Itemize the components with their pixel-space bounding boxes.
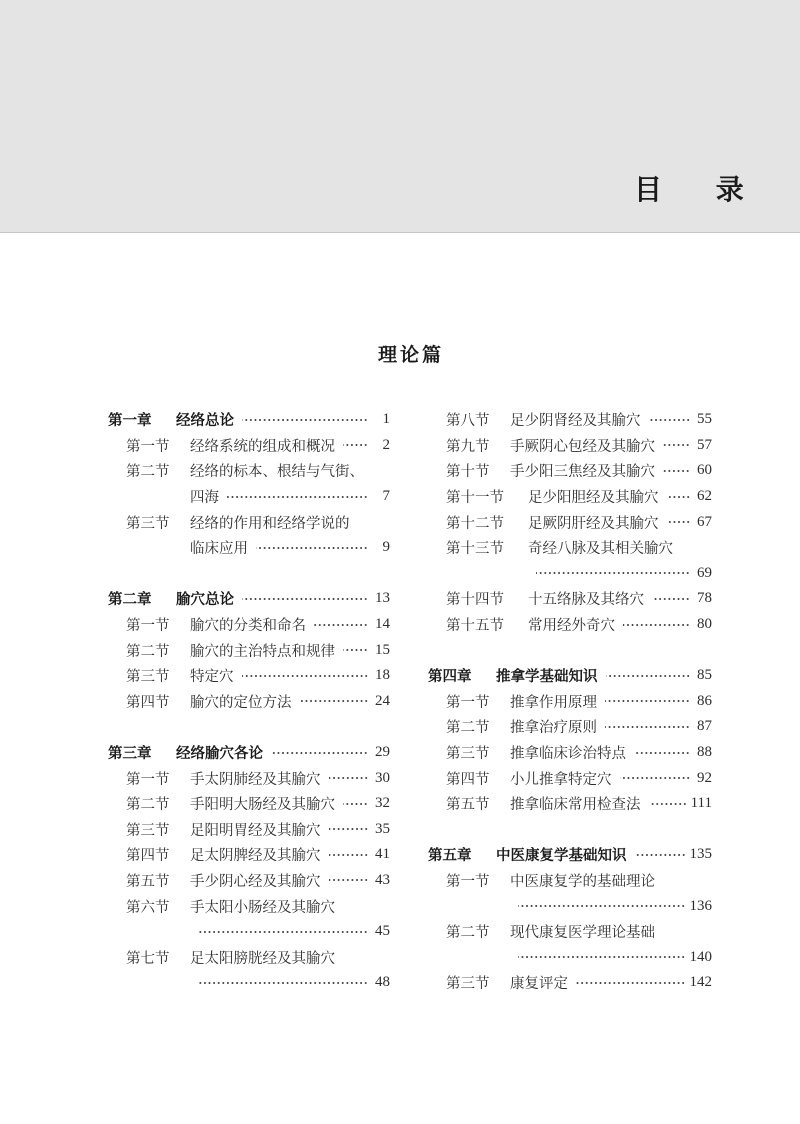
entry-label: 第二节 bbox=[446, 720, 490, 737]
toc-section-entry[interactable] bbox=[108, 765, 390, 791]
entry-label: 第七节 bbox=[126, 950, 170, 967]
dot-leader bbox=[242, 672, 369, 680]
toc-section-entry[interactable] bbox=[428, 765, 712, 791]
page-number: 14 bbox=[375, 616, 390, 633]
toc-chapter-entry[interactable] bbox=[108, 586, 390, 612]
toc-section-entry[interactable] bbox=[428, 458, 712, 484]
entry-label: 第三节 bbox=[446, 746, 490, 763]
entry-label: 第十二节 bbox=[446, 515, 504, 532]
entry-label: 第二节 bbox=[126, 797, 170, 814]
entry-title: 手阳明大肠经及其腧穴 bbox=[190, 797, 335, 814]
entry-title: 腧穴的分类和命名 bbox=[190, 618, 306, 635]
entry-title: 手少阴心经及其腧穴 bbox=[190, 873, 321, 890]
toc-section-entry[interactable] bbox=[428, 484, 712, 510]
page-number: 18 bbox=[375, 667, 390, 684]
entry-label: 第四章 bbox=[428, 669, 472, 686]
entry-title: 手少阳三焦经及其腧穴 bbox=[510, 464, 655, 481]
toc-section-entry[interactable] bbox=[428, 586, 712, 612]
entry-label: 第一节 bbox=[446, 694, 490, 711]
toc-section-entry[interactable] bbox=[108, 944, 390, 970]
toc-section-entry[interactable] bbox=[108, 637, 390, 663]
toc-section-entry[interactable] bbox=[428, 970, 712, 996]
page-number: 41 bbox=[375, 846, 390, 863]
toc-section-entry[interactable] bbox=[108, 893, 390, 919]
page-number: 62 bbox=[697, 488, 712, 505]
dot-leader bbox=[518, 902, 686, 910]
entry-title: 推拿临床诊治特点 bbox=[510, 746, 626, 763]
toc-section-entry[interactable] bbox=[108, 842, 390, 868]
toc-spacer bbox=[428, 637, 712, 663]
dot-leader bbox=[518, 953, 686, 961]
entry-title: 足少阳胆经及其腧穴 bbox=[528, 490, 659, 507]
dot-leader bbox=[343, 800, 368, 808]
entry-label: 第二节 bbox=[126, 643, 170, 660]
entry-title: 奇经八脉及其相关腧穴 bbox=[528, 541, 673, 558]
dot-leader bbox=[649, 416, 691, 424]
entry-title: 腧穴的主治特点和规律 bbox=[190, 643, 335, 660]
page-number: 92 bbox=[697, 769, 712, 786]
toc-entry-continuation[interactable] bbox=[428, 944, 712, 970]
entry-label: 第十节 bbox=[446, 464, 490, 481]
entry-title: 经络腧穴各论 bbox=[176, 746, 263, 763]
entry-title: 足太阳膀胱经及其腧穴 bbox=[190, 950, 335, 967]
toc-section-entry[interactable] bbox=[108, 868, 390, 894]
toc-section-entry[interactable] bbox=[428, 407, 712, 433]
entry-label: 第二节 bbox=[126, 464, 170, 481]
page-number: 45 bbox=[375, 923, 390, 940]
entry-label: 第四节 bbox=[126, 694, 170, 711]
dot-leader bbox=[605, 697, 690, 705]
dot-leader bbox=[343, 646, 368, 654]
entry-label: 第三节 bbox=[126, 515, 170, 532]
entry-label: 第三节 bbox=[126, 822, 170, 839]
toc-entry-continuation[interactable] bbox=[108, 535, 390, 561]
entry-label: 第十三节 bbox=[446, 541, 504, 558]
entry-title-continuation: 临床应用 bbox=[190, 541, 248, 558]
entry-label: 第四节 bbox=[446, 771, 490, 788]
entry-title: 推拿治疗原则 bbox=[510, 720, 597, 737]
page-number: 69 bbox=[697, 564, 712, 581]
page-number: 111 bbox=[690, 795, 712, 812]
entry-title: 手太阴肺经及其腧穴 bbox=[190, 771, 321, 788]
page-title: 目 录 bbox=[634, 173, 766, 206]
entry-title: 足太阴脾经及其腧穴 bbox=[190, 848, 321, 865]
dot-leader bbox=[343, 441, 368, 449]
page-number: 87 bbox=[697, 718, 712, 735]
page-number: 142 bbox=[689, 974, 712, 991]
entry-label: 第二章 bbox=[108, 592, 152, 609]
page-number: 13 bbox=[375, 590, 390, 607]
page-number: 43 bbox=[375, 871, 390, 888]
page-number: 35 bbox=[375, 820, 390, 837]
toc-entry-continuation[interactable] bbox=[108, 970, 390, 996]
entry-label: 第二节 bbox=[446, 925, 490, 942]
entry-title: 经络总论 bbox=[176, 413, 234, 430]
part-title: 理论篇 bbox=[377, 344, 444, 366]
page-number: 55 bbox=[697, 411, 712, 428]
entry-label: 第三节 bbox=[126, 669, 170, 686]
page-number: 80 bbox=[697, 616, 712, 633]
entry-label: 第十四节 bbox=[446, 592, 504, 609]
entry-label: 第一节 bbox=[126, 618, 170, 635]
page-number: 30 bbox=[375, 769, 390, 786]
toc-entry-continuation[interactable] bbox=[108, 484, 390, 510]
entry-label: 第一章 bbox=[108, 413, 152, 430]
entry-label: 第六节 bbox=[126, 899, 170, 916]
toc-chapter-entry[interactable] bbox=[428, 842, 712, 868]
entry-title: 经络的标本、根结与气街、 bbox=[190, 464, 364, 481]
toc-section-entry[interactable] bbox=[108, 458, 390, 484]
entry-title: 中医康复学基础知识 bbox=[496, 848, 627, 865]
dot-leader bbox=[329, 825, 369, 833]
toc-section-entry[interactable] bbox=[428, 535, 712, 561]
entry-title: 特定穴 bbox=[190, 669, 234, 686]
entry-title: 足厥阴肝经及其腧穴 bbox=[528, 515, 659, 532]
entry-label: 第五节 bbox=[126, 873, 170, 890]
entry-title: 常用经外奇穴 bbox=[528, 618, 615, 635]
page-number: 140 bbox=[689, 948, 712, 965]
entry-title: 腧穴的定位方法 bbox=[190, 694, 292, 711]
entry-title-continuation: 四海 bbox=[190, 490, 219, 507]
entry-title: 小儿推拿特定穴 bbox=[510, 771, 612, 788]
dot-leader bbox=[227, 493, 368, 501]
toc-section-entry[interactable] bbox=[428, 689, 712, 715]
entry-label: 第八节 bbox=[446, 413, 490, 430]
entry-label: 第九节 bbox=[446, 438, 490, 455]
page-number: 67 bbox=[697, 513, 712, 530]
entry-title: 足少阴肾经及其腧穴 bbox=[510, 413, 641, 430]
page-number: 15 bbox=[375, 641, 390, 658]
page-number: 86 bbox=[697, 692, 712, 709]
toc-chapter-entry[interactable] bbox=[108, 740, 390, 766]
toc-section-entry[interactable] bbox=[108, 509, 390, 535]
dot-leader bbox=[271, 749, 368, 757]
toc-section-entry[interactable] bbox=[428, 791, 712, 817]
page-number: 7 bbox=[382, 488, 390, 505]
entry-label: 第十五节 bbox=[446, 618, 504, 635]
dot-leader bbox=[667, 493, 691, 501]
toc-section-entry[interactable] bbox=[428, 714, 712, 740]
entry-title: 十五络脉及其络穴 bbox=[528, 592, 644, 609]
entry-title: 足阳明胃经及其腧穴 bbox=[190, 822, 321, 839]
dot-leader bbox=[649, 800, 687, 808]
toc-section-entry[interactable] bbox=[108, 433, 390, 459]
entry-title: 经络的作用和经络学说的 bbox=[190, 515, 350, 532]
toc-left-column bbox=[108, 407, 390, 996]
toc-right-column bbox=[428, 407, 712, 996]
entry-label: 第一节 bbox=[126, 438, 170, 455]
page-number: 29 bbox=[375, 744, 390, 761]
entry-title: 康复评定 bbox=[510, 976, 568, 993]
page-number: 24 bbox=[375, 692, 390, 709]
page-number: 9 bbox=[382, 539, 390, 556]
toc-chapter-entry[interactable] bbox=[108, 407, 390, 433]
entry-title: 手厥阴心包经及其腧穴 bbox=[510, 438, 655, 455]
toc-section-entry[interactable] bbox=[428, 509, 712, 535]
dot-leader bbox=[635, 851, 686, 859]
toc-entry-continuation[interactable] bbox=[108, 919, 390, 945]
page-number: 57 bbox=[697, 436, 712, 453]
page-number: 60 bbox=[697, 462, 712, 479]
page-number: 48 bbox=[375, 974, 390, 991]
toc-section-entry[interactable] bbox=[428, 740, 712, 766]
toc-entry-continuation[interactable] bbox=[428, 561, 712, 587]
dot-leader bbox=[576, 979, 686, 987]
entry-title: 中医康复学的基础理论 bbox=[510, 873, 655, 890]
dot-leader bbox=[606, 672, 691, 680]
dot-leader bbox=[652, 595, 690, 603]
toc-section-entry[interactable] bbox=[428, 612, 712, 638]
dot-leader bbox=[198, 979, 368, 987]
page-number: 88 bbox=[697, 744, 712, 761]
entry-title: 推拿学基础知识 bbox=[496, 669, 598, 686]
toc-chapter-entry[interactable] bbox=[428, 663, 712, 689]
dot-leader bbox=[663, 467, 690, 475]
dot-leader bbox=[300, 697, 369, 705]
entry-label: 第三章 bbox=[108, 746, 152, 763]
toc-section-entry[interactable] bbox=[108, 817, 390, 843]
page-number: 78 bbox=[697, 590, 712, 607]
page-number: 1 bbox=[382, 411, 390, 428]
toc-section-entry[interactable] bbox=[108, 663, 390, 689]
toc-section-entry[interactable] bbox=[428, 868, 712, 894]
entry-label: 第一节 bbox=[446, 873, 490, 890]
entry-label: 第五节 bbox=[446, 797, 490, 814]
dot-leader bbox=[242, 416, 368, 424]
entry-label: 第一节 bbox=[126, 771, 170, 788]
toc-section-entry[interactable] bbox=[108, 612, 390, 638]
dot-leader bbox=[605, 723, 690, 731]
entry-label: 第十一节 bbox=[446, 490, 504, 507]
entry-title: 手太阳小肠经及其腧穴 bbox=[190, 899, 335, 916]
header-band bbox=[0, 0, 800, 233]
dot-leader bbox=[667, 518, 691, 526]
dot-leader bbox=[623, 621, 690, 629]
dot-leader bbox=[198, 928, 368, 936]
dot-leader bbox=[663, 441, 690, 449]
dot-leader bbox=[314, 621, 368, 629]
dot-leader bbox=[634, 749, 690, 757]
dot-leader bbox=[329, 851, 369, 859]
entry-title: 腧穴总论 bbox=[176, 592, 234, 609]
toc-section-entry[interactable] bbox=[108, 791, 390, 817]
entry-label: 第三节 bbox=[446, 976, 490, 993]
dot-leader bbox=[329, 774, 369, 782]
entry-title: 推拿作用原理 bbox=[510, 694, 597, 711]
toc-spacer bbox=[108, 714, 390, 740]
page-number: 2 bbox=[382, 436, 390, 453]
toc-section-entry[interactable] bbox=[428, 919, 712, 945]
dot-leader bbox=[329, 876, 369, 884]
toc-section-entry[interactable] bbox=[108, 689, 390, 715]
entry-label: 第五章 bbox=[428, 848, 472, 865]
entry-title: 推拿临床常用检查法 bbox=[510, 797, 641, 814]
dot-leader bbox=[242, 595, 368, 603]
page-number: 85 bbox=[697, 667, 712, 684]
toc-section-entry[interactable] bbox=[428, 433, 712, 459]
entry-title: 现代康复医学理论基础 bbox=[510, 925, 655, 942]
dot-leader bbox=[256, 544, 368, 552]
dot-leader bbox=[620, 774, 691, 782]
toc-entry-continuation[interactable] bbox=[428, 893, 712, 919]
page-number: 32 bbox=[375, 795, 390, 812]
page-number: 135 bbox=[689, 846, 712, 863]
entry-title: 经络系统的组成和概况 bbox=[190, 438, 335, 455]
dot-leader bbox=[536, 569, 690, 577]
toc-spacer bbox=[108, 561, 390, 587]
entry-label: 第四节 bbox=[126, 848, 170, 865]
toc-spacer bbox=[428, 817, 712, 843]
page-number: 136 bbox=[689, 897, 712, 914]
